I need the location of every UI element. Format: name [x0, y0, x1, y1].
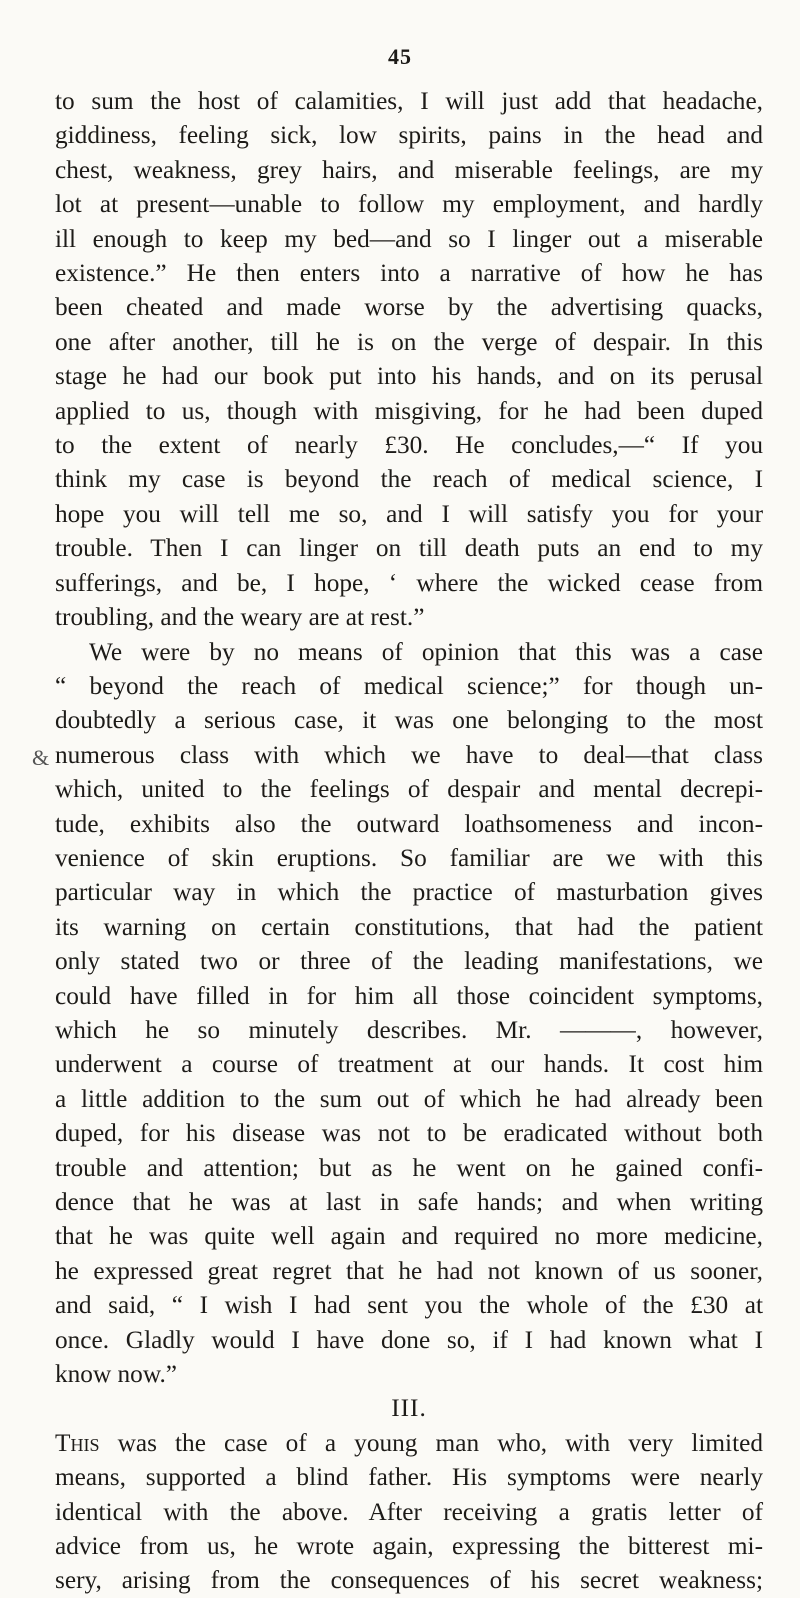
paragraph-1	[55, 84, 763, 635]
text-line: doubtedly a serious case, it was one belonging to the most	[55, 706, 763, 735]
text-line: he expressed great regret that he had not known of us sooner,	[55, 1256, 763, 1285]
text-line: venience of skin eruptions. So familiar are we with this	[55, 843, 763, 872]
text-line: only stated two or three of the leading manifestations, we	[55, 947, 763, 976]
text-line: underwent a course of treatment at our hands. It cost him	[55, 1050, 763, 1079]
text-line: could have filled in for him all those coincident symptoms,	[55, 981, 763, 1010]
text-line: identical with the above. After receiving a gratis letter of	[55, 1497, 763, 1526]
text-line: one after another, till he is on the verge of despair. In this	[55, 327, 763, 356]
text-line: tude, exhibits also the outward loathsomeness and incon-	[55, 809, 763, 838]
paragraph-2	[55, 635, 763, 1392]
text-line: sery, arising from the consequences of his secret weakness;	[55, 1566, 763, 1595]
text-line: think my case is beyond the reach of medical science, I	[55, 465, 763, 494]
text-line: chest, weakness, grey hairs, and miserable feelings, are my	[55, 155, 763, 184]
text-line: We were by no means of opinion that this was a case	[89, 637, 763, 666]
text-line: been cheated and made worse by the advertising quacks,	[55, 293, 763, 322]
text-line: numerous class with which we have to deal—that class	[55, 740, 763, 769]
text-line: dence that he was at last in safe hands; and when writing	[55, 1188, 763, 1216]
page-number: 45	[388, 44, 412, 69]
text-line: advice from us, he wrote again, expressing the bitterest mi-	[55, 1532, 763, 1561]
text-line: existence.” He then enters into a narrative of how he has	[55, 259, 763, 288]
text-line: its warning on certain constitutions, that had the patient	[55, 912, 763, 941]
text-line: to the extent of nearly £30. He concludes,—“ If you	[55, 431, 763, 460]
text-line: means, supported a blind father. His symptoms were nearly	[55, 1463, 763, 1492]
text-line: to sum the host of calamities, I will just add that headache,	[55, 87, 763, 115]
text-line: know now.”	[55, 1360, 178, 1389]
text-line: which, united to the feelings of despair and mental decrepi-	[55, 775, 763, 804]
text-line: which he so minutely describes. Mr. ———, however,	[55, 1015, 763, 1044]
lead-line-rest: was the case of a young man who, with very limited	[99, 1428, 763, 1457]
text-line: troubling, and the weary are at rest.”	[55, 603, 425, 632]
text-line: ill enough to keep my bed—and so I linger out a miserable	[55, 224, 763, 253]
paragraph-3	[55, 1426, 763, 1598]
text-line: stage he had our book put into his hands, and on its perusal	[55, 362, 763, 391]
text-line: particular way in which the practice of masturbation gives	[55, 878, 763, 907]
text-line: “ beyond the reach of medical science;” for though un-	[55, 671, 763, 700]
text-line: and said, “ I wish I had sent you the whole of the £30 at	[55, 1291, 763, 1320]
text-line: that he was quite well again and required no more medicine,	[55, 1222, 763, 1251]
text-line: a little addition to the sum out of which he had already been	[55, 1084, 763, 1113]
text-line: applied to us, though with misgiving, for he had been duped	[55, 396, 763, 425]
lead-word: This	[55, 1428, 100, 1457]
text-line: sufferings, and be, I hope, ‘ where the wicked cease from	[55, 568, 763, 597]
text-line: hope you will tell me so, and I will satisfy you for your	[55, 499, 763, 528]
body-text	[55, 84, 763, 1598]
text-line: trouble. Then I can linger on till death puts an end to my	[55, 534, 763, 563]
text-line: giddiness, feeling sick, low spirits, pains in the head and	[55, 121, 763, 150]
section-heading: III.	[391, 1394, 427, 1423]
margin-mark: &	[32, 745, 50, 770]
text-line: lot at present—unable to follow my employment, and hardly	[55, 190, 763, 219]
text-line: trouble and attention; but as he went on he gained confi-	[55, 1153, 763, 1182]
text-line: duped, for his disease was not to be eradicated without both	[55, 1119, 763, 1148]
text-line	[55, 1426, 763, 1460]
text-line: once. Gladly would I have done so, if I had known what I	[55, 1325, 763, 1354]
